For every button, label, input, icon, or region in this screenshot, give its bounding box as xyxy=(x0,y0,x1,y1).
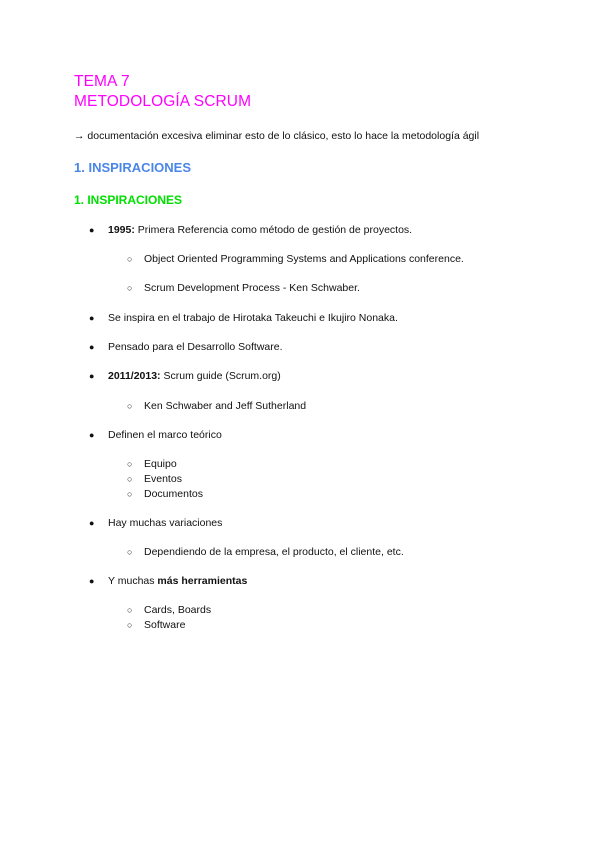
list-item-year: 2011/2013: xyxy=(108,370,161,382)
sub-bullet-icon: ○ xyxy=(127,401,133,411)
sub-list-item: Ken Schwaber and Jeff Sutherland xyxy=(144,400,307,412)
sub-list-item: Scrum Development Process - Ken Schwaber. xyxy=(144,282,360,294)
sub-bullet-icon: ○ xyxy=(127,283,133,293)
list-item-text: Y muchas xyxy=(108,575,158,587)
sub-list-item: Documentos xyxy=(144,488,203,500)
section-heading-blue: 1. INSPIRACIONES xyxy=(74,160,192,175)
sub-list-item: Equipo xyxy=(144,458,177,470)
list-item: Se inspira en el trabajo de Hirotaka Takeuchi e Ikujiro Nonaka. xyxy=(108,312,398,324)
sub-list-item: Dependiendo de la empresa, el producto, el cliente, etc. xyxy=(144,546,404,558)
sub-list-item: Object Oriented Programming Systems and Applications conference. xyxy=(144,253,464,265)
sub-bullet-icon: ○ xyxy=(127,605,133,615)
list-item-emphasis: más herramientas xyxy=(157,575,248,587)
list-item-year: 1995: xyxy=(108,224,135,236)
page-title-line-1: TEMA 7 xyxy=(74,73,130,90)
intro-text: → documentación excesiva eliminar esto de lo clásico, esto lo hace la metodología ágil xyxy=(74,130,480,142)
bullet-icon: ● xyxy=(89,313,95,323)
page-title-line-2: METODOLOGÍA SCRUM xyxy=(74,93,252,110)
list-item: Definen el marco teórico xyxy=(108,429,222,441)
sub-bullet-icon: ○ xyxy=(127,489,133,499)
section-heading-green: 1. INSPIRACIONES xyxy=(74,193,183,207)
list-item: Hay muchas variaciones xyxy=(108,517,223,529)
sub-bullet-icon: ○ xyxy=(127,254,133,264)
bullet-icon: ● xyxy=(89,225,95,235)
list-item xyxy=(108,574,247,588)
sub-bullet-icon: ○ xyxy=(127,459,133,469)
list-item xyxy=(108,223,412,237)
list-item xyxy=(108,369,281,383)
sub-bullet-icon: ○ xyxy=(127,547,133,557)
bullet-icon: ● xyxy=(89,576,95,586)
sub-bullet-icon: ○ xyxy=(127,474,133,484)
bullet-icon: ● xyxy=(89,342,95,352)
list-item-text: Primera Referencia como método de gestión de proyectos. xyxy=(134,224,413,236)
sub-list-item: Software xyxy=(144,619,186,631)
list-item-text: Scrum guide (Scrum.org) xyxy=(160,370,281,382)
bullet-icon: ● xyxy=(89,371,95,381)
sub-bullet-icon: ○ xyxy=(127,620,133,630)
sub-list-item: Cards, Boards xyxy=(144,604,212,616)
list-item: Pensado para el Desarrollo Software. xyxy=(108,341,283,353)
bullet-icon: ● xyxy=(89,518,95,528)
sub-list-item: Eventos xyxy=(144,473,182,485)
bullet-icon: ● xyxy=(89,430,95,440)
